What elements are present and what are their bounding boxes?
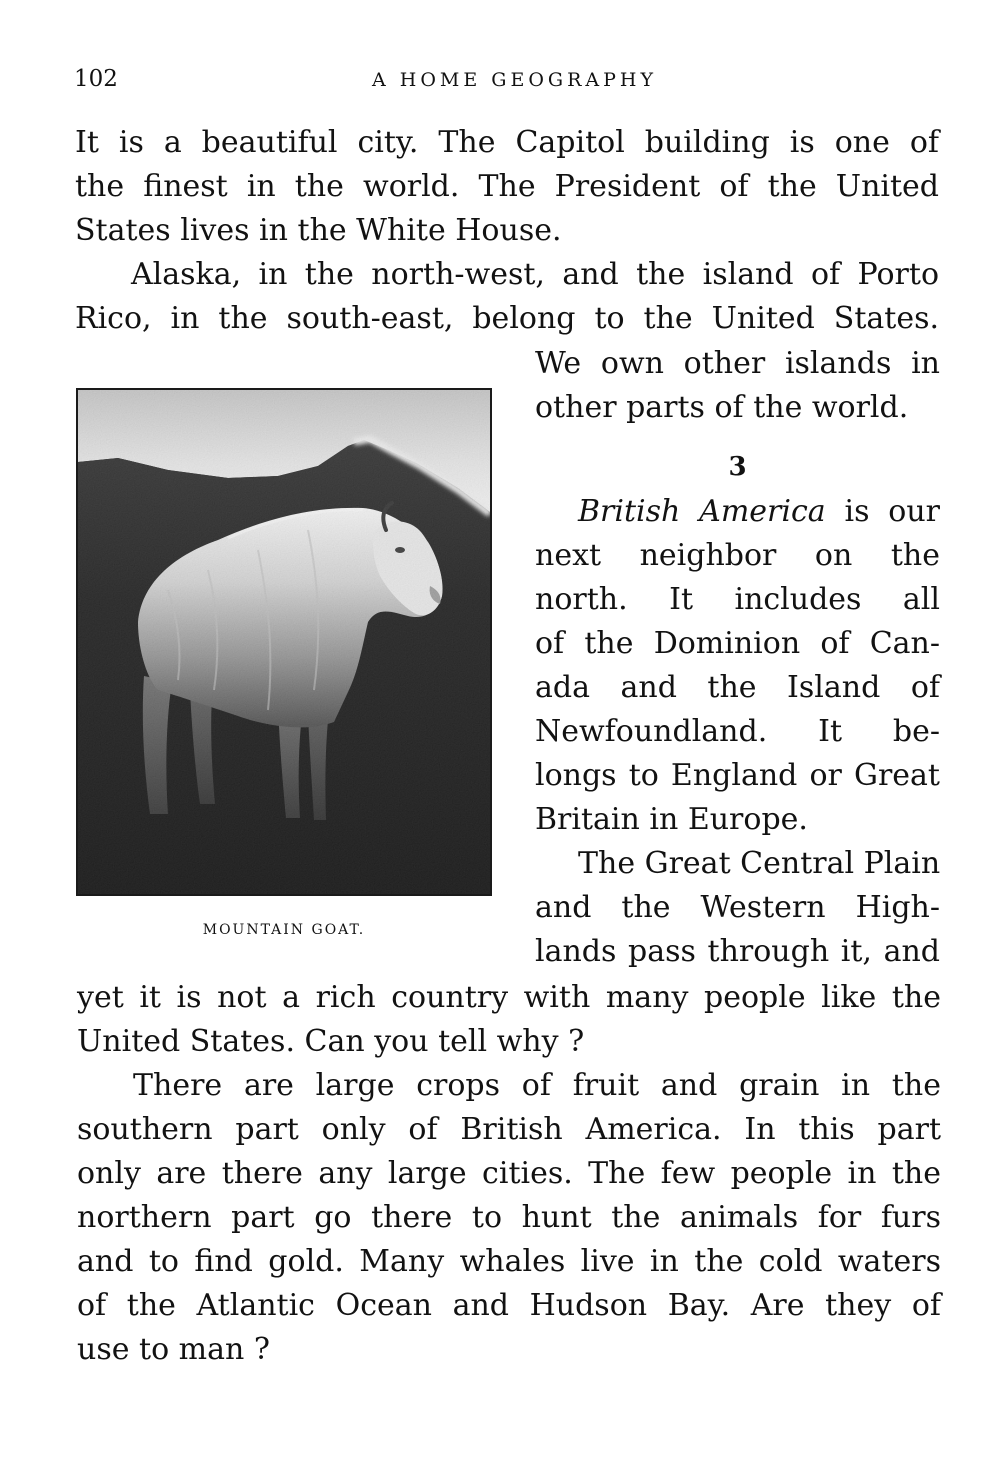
- mountain-goat-photo: [78, 390, 490, 894]
- text-line: We own other islands in: [535, 346, 940, 381]
- text-block-bottom: [77, 976, 941, 1372]
- text-line: of the Dominion of Can-: [535, 626, 940, 661]
- text-line: ada and the Island of: [535, 670, 940, 705]
- text-line: the finest in the world. The President of the United: [75, 169, 939, 204]
- text-line: longs to England or Great: [535, 758, 940, 793]
- text-line: northern part go there to hunt the animals for furs: [77, 1200, 941, 1235]
- photo-grain: [78, 390, 490, 894]
- section-number: 3: [728, 452, 747, 482]
- text-line: Rico, in the south-east, belong to the United States.: [75, 301, 939, 336]
- text-line: United States. Can you tell why ?: [77, 1024, 585, 1059]
- text-line: Alaska, in the north-west, and the island of Porto: [131, 257, 939, 292]
- figure-caption: MOUNTAIN GOAT.: [202, 922, 366, 938]
- text-line: yet it is not a rich country with many people like the: [77, 980, 941, 1015]
- page-number: 102: [74, 66, 118, 92]
- text-line: use to man ?: [77, 1332, 270, 1367]
- mountain-goat-figure: [76, 388, 492, 896]
- text-line: Newfoundland. It be-: [535, 714, 940, 749]
- text-line: southern part only of British America. In this part: [77, 1112, 941, 1147]
- running-title: A HOME GEOGRAPHY: [372, 69, 657, 91]
- text-line: There are large crops of fruit and grain in the: [133, 1068, 941, 1103]
- text-line: only are there any large cities. The few people in the: [77, 1156, 941, 1191]
- text-fragment: is our: [844, 494, 940, 529]
- text-line: Britain in Europe.: [535, 802, 808, 837]
- text-line: The Great Central Plain: [578, 846, 941, 881]
- text-line: other parts of the world.: [535, 390, 909, 425]
- text-line: north. It includes all: [535, 582, 940, 617]
- text-line: and to find gold. Many whales live in the cold waters: [77, 1244, 941, 1279]
- text-line: [535, 490, 940, 534]
- text-block-top: [75, 121, 939, 341]
- text-block-right: [535, 342, 940, 974]
- text-line: States lives in the White House.: [75, 213, 562, 248]
- text-line: It is a beautiful city. The Capitol building is one of: [75, 125, 939, 160]
- text-line: of the Atlantic Ocean and Hudson Bay. Are they of: [77, 1288, 941, 1323]
- text-line: next neighbor on the: [535, 538, 940, 573]
- text-line: and the Western High-: [535, 890, 940, 925]
- italic-term: British America: [578, 494, 826, 529]
- text-line: lands pass through it, and: [535, 934, 940, 969]
